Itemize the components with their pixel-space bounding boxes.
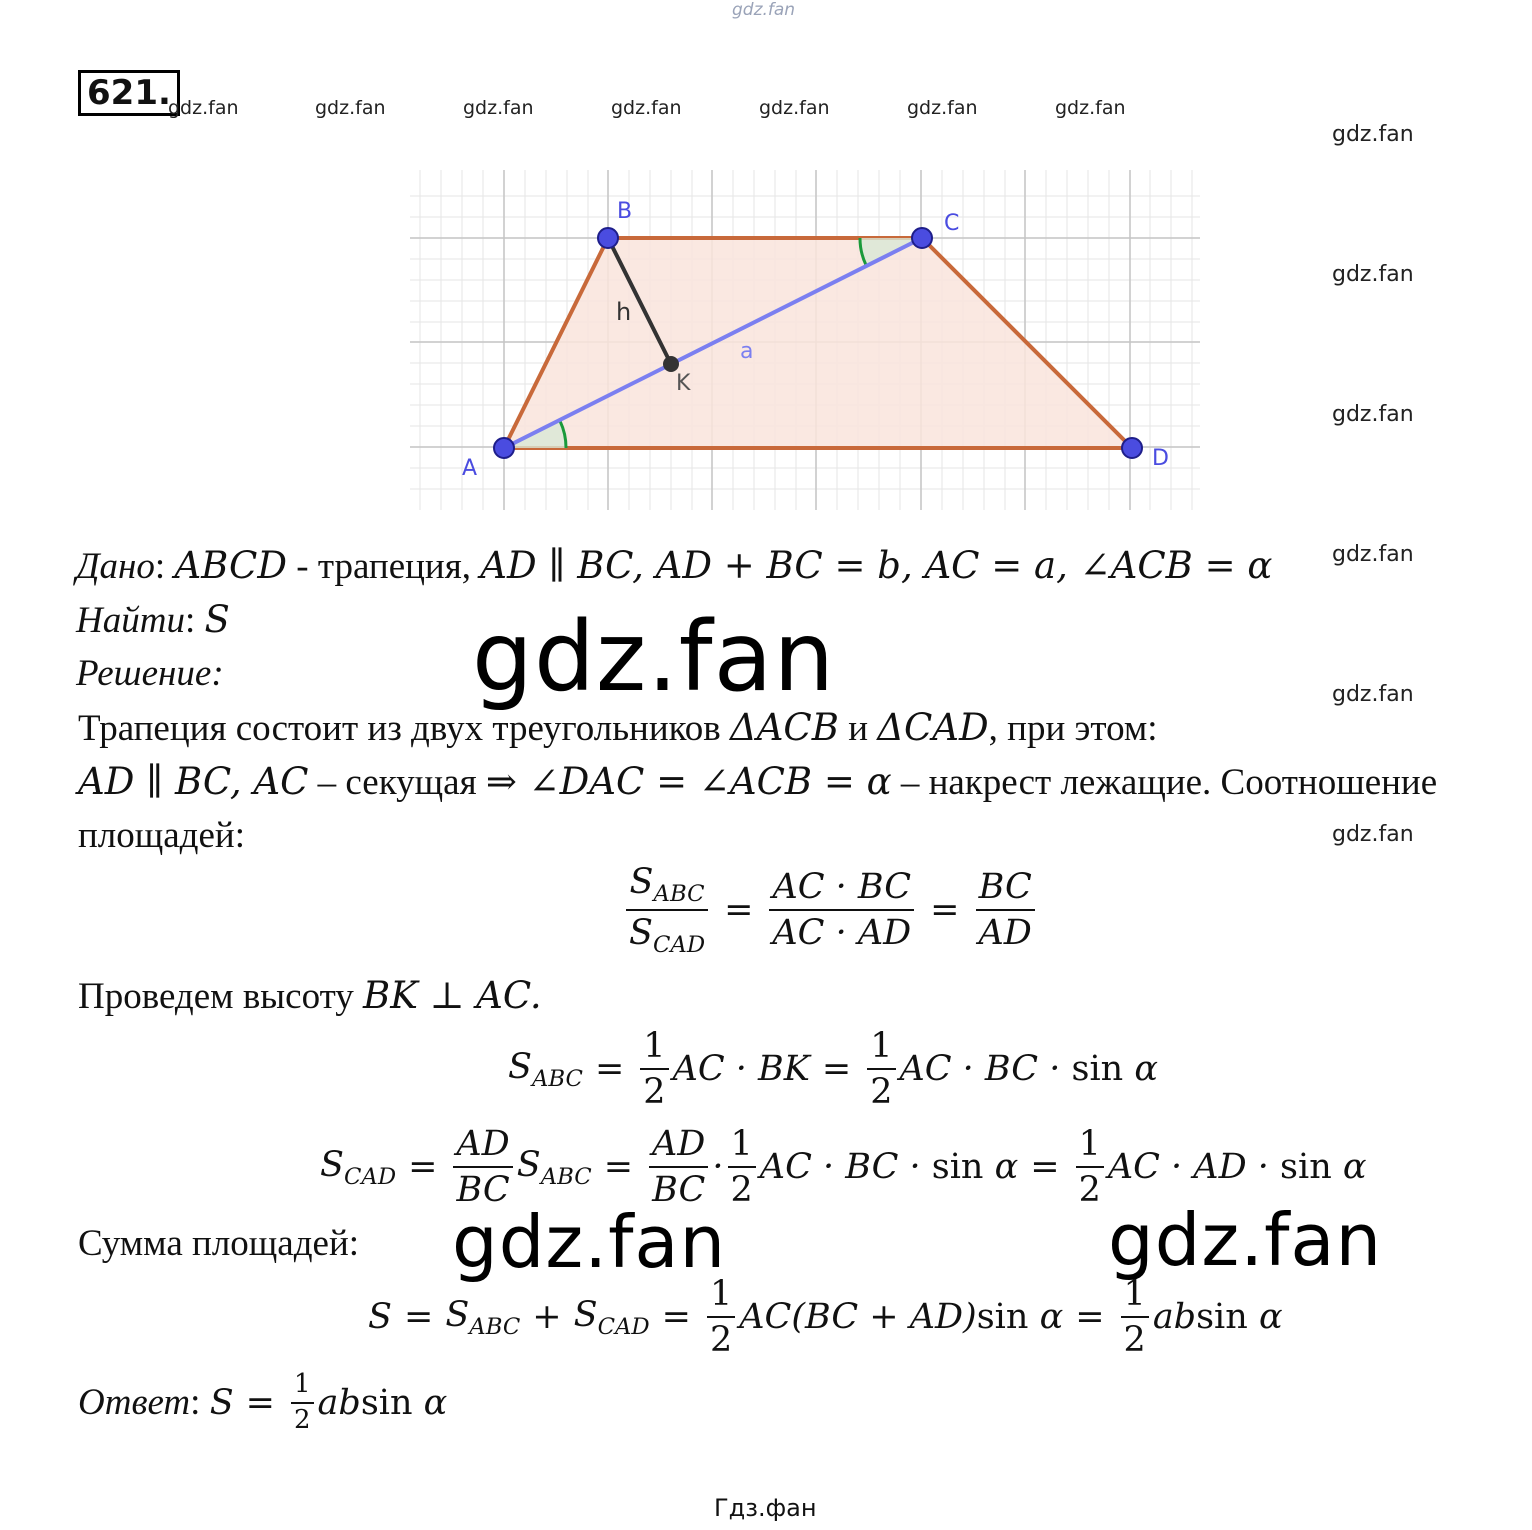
watermark-text: gdz.fan [1332,682,1414,707]
equation-ratio: $\frac{S_{ABC}}{S_{CAD}}$ = $\frac{AC \cdot BC}{AC \cdot AD}$ = $\frac{BC}{AD}$ [622,862,1039,958]
point-d [1122,438,1142,458]
paragraph-angles: AD ∥ BC, AC – секущая ⇒ ∠DAC = ∠ACB = α – накрест лежащие. Соотношение [78,760,1438,803]
watermark-text: gdz.fan [1055,97,1126,119]
solution-label: Решение: [76,653,224,694]
label-a-side: a [740,339,754,364]
watermark-text: gdz.fan [907,97,978,119]
watermark-large: gdz.fan [452,1200,727,1284]
watermark-text: gdz.fan [315,97,386,119]
equation-sum: S = $S_{ABC}$ + $S_{CAD}$ = $\frac{1}{2}$ AC(BC + AD) sin α = $\frac{1}{2}$ ab sin α [368,1274,1283,1361]
given-line: Дано: ABCD - трапеция, AD ∥ BC, AD + BC = b, AC = a, ∠ACB = α [76,544,1273,587]
task-number: 621. [78,70,180,116]
label-c: C [944,211,960,236]
label-a: A [462,456,478,481]
point-k [663,356,679,372]
answer-line: Ответ : S = $\frac{1}{2}$ ab sin α [78,1369,448,1435]
watermark-text: gdz.fan [463,97,534,119]
footer-text: Гдз.фан [714,1494,817,1522]
watermark-large: gdz.fan [1108,1198,1383,1282]
watermark-large: gdz.fan [472,601,836,713]
watermark-text: gdz.fan [1332,122,1414,147]
watermark-text: gdz.fan [1332,402,1414,427]
paragraph-areas: площадей: [78,815,246,856]
paragraph-triangles: Трапеция состоит из двух треугольников ΔACB и ΔCAD, при этом: [78,706,1158,749]
point-a [494,438,514,458]
find-line: Найти: S [76,598,230,641]
label-d: D [1152,446,1169,471]
watermark-text: gdz.fan [1332,542,1414,567]
watermark-text: gdz.fan [611,97,682,119]
equation-scad: $S_{CAD}$ = $\frac{AD}{BC}$ $S_{ABC}$ = $\frac{AD}{BC}$ · $\frac{1}{2}$ AC · BC · sin α = $\frac{1}{2}$ AC · AD · sin α [320,1124,1367,1211]
height-line: Проведем высоту BK ⊥ AC. [78,974,542,1017]
equation-sabc: $S_{ABC}$ = $\frac{1}{2}$ AC · BK = $\frac{1}{2}$ AC · BC · sin α [508,1026,1158,1113]
top-watermark: gdz.fan [732,0,796,20]
label-k: K [676,371,691,396]
point-b [598,228,618,248]
label-h: h [616,298,632,326]
watermark-text: gdz.fan [168,97,239,119]
label-b: B [617,199,633,224]
watermark-text: gdz.fan [1332,262,1414,287]
trapezoid [504,238,1132,448]
watermark-text: gdz.fan [1332,822,1414,847]
point-c [912,228,932,248]
sum-label: Сумма площадей: [78,1223,360,1264]
trapezoid-figure [410,170,1210,515]
watermark-text: gdz.fan [759,97,830,119]
